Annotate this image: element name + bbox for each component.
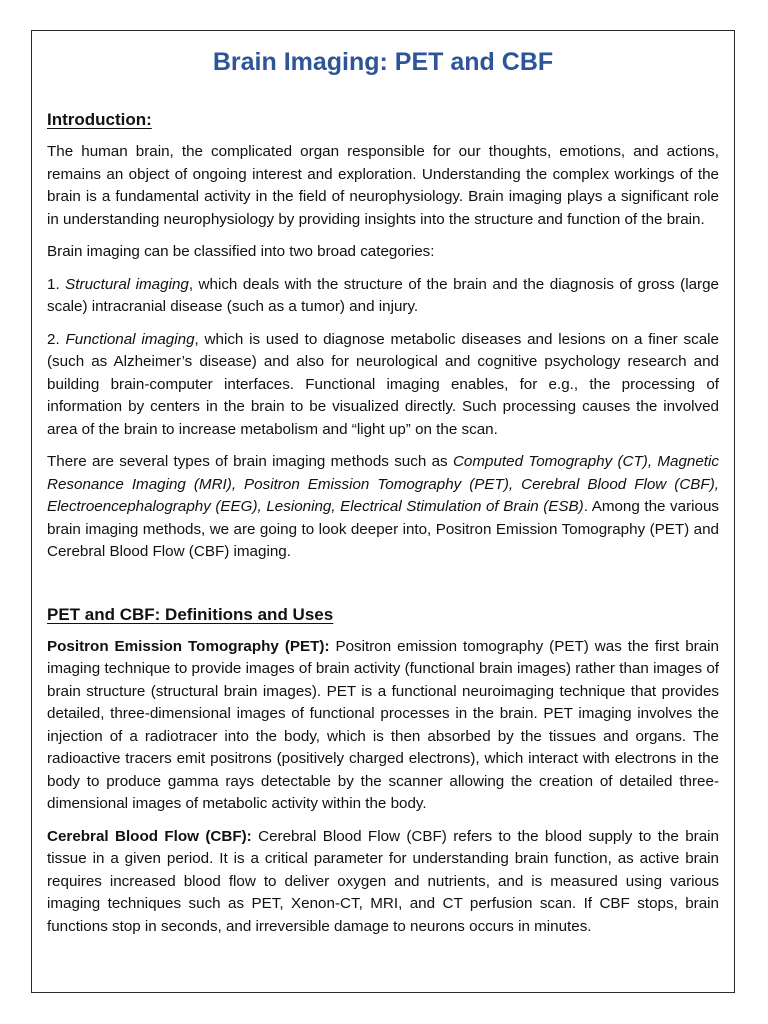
document-body [47,31,719,938]
structural-imaging-item [47,274,719,319]
cbf-term: Cerebral Blood Flow (CBF): [47,827,252,845]
pet-text: Positron emission tomography (PET) was the first brain imaging technique to provide images of brain activity (functional brain images) rather than images of brain structure (structural brain images). PET is a functional neuroimaging technique that provides detailed, three-dimensional images of functional processes in the brain. PET imaging involves the injection of a radiotracer into the body, which is then absorbed by the tissues and organs. The radioactive tracers emit positrons (positively charged electrons), which interact with electrons in the body to produce gamma rays detectable by the scanner allowing the creation of detailed three-dimensional images of metabolic activity within the body. [47,637,720,812]
intro-paragraph-2: Brain imaging can be classified into two broad categories: [47,243,435,260]
structural-imaging-term: Structural imaging [65,275,189,293]
cbf-paragraph [47,826,719,939]
pet-paragraph [47,636,719,816]
intro-paragraph-1: The human brain, the complicated organ responsible for our thoughts, emotions, and actions, remains an object of ongoing interest and exploration. Understanding the complex workings of the brain is a fundamental activity in the field of neurophysiology. Brain imaging plays a significant role in understanding neurophysiology by providing insights into the structure and function of the brain. [47,143,719,228]
functional-imaging-term: Functional imaging [65,330,195,348]
methods-tail: . Among the various brain imaging methods, we are going to look deeper into, Positron Emission Tomography (PET) and Cerebral Blood Flow (CBF) imaging. [47,498,720,560]
cbf-text: Cerebral Blood Flow (CBF) refers to the blood supply to the brain tissue in a given period. It is a critical parameter for understanding brain function, as active brain requires increased blood flow to deliver oxygen and nutrients, and is measured using various imaging techniques such as PET, Xenon-CT, MRI, and CT perfusion scan. If CBF stops, brain functions stop in seconds, and irreversible damage to neurons occurs in minutes. [47,827,719,935]
functional-imaging-item [47,329,719,442]
introduction-heading: Introduction: [47,110,152,129]
structural-imaging-text: , which deals with the structure of the brain and the diagnosis of gross (large scale) intracranial disease (such as a tumor) and injury. [47,275,719,315]
methods-lead: There are several types of brain imaging methods such as [47,453,453,470]
functional-imaging-text: , which is used to diagnose metabolic diseases and lesions on a finer scale (such as Alzheimer’s disease) and also for neurological and cognitive psychology research and building brain-computer interfaces. Functional imaging enables, for e.g., the processing of information by centers in the brain to be visualized directly. Such processing causes the involved area of the brain to increase metabolism and “light up” on the scan. [47,330,719,438]
definitions-heading: PET and CBF: Definitions and Uses [47,604,334,624]
pet-term: Positron Emission Tomography (PET): [47,637,330,655]
document-title: Brain Imaging: PET and CBF [212,48,554,76]
page-frame [31,30,735,993]
item-1-number: 1. [47,275,60,293]
imaging-methods-paragraph [47,451,719,564]
item-2-number: 2. [47,330,60,348]
methods-list: Computed Tomography (CT), Magnetic Resonance Imaging (MRI), Positron Emission Tomography (PET), Cerebral Blood Flow (CBF), Electroencephalography (EEG), Lesioning, Electrical Stimulation of Brain (ESB) [47,453,719,515]
